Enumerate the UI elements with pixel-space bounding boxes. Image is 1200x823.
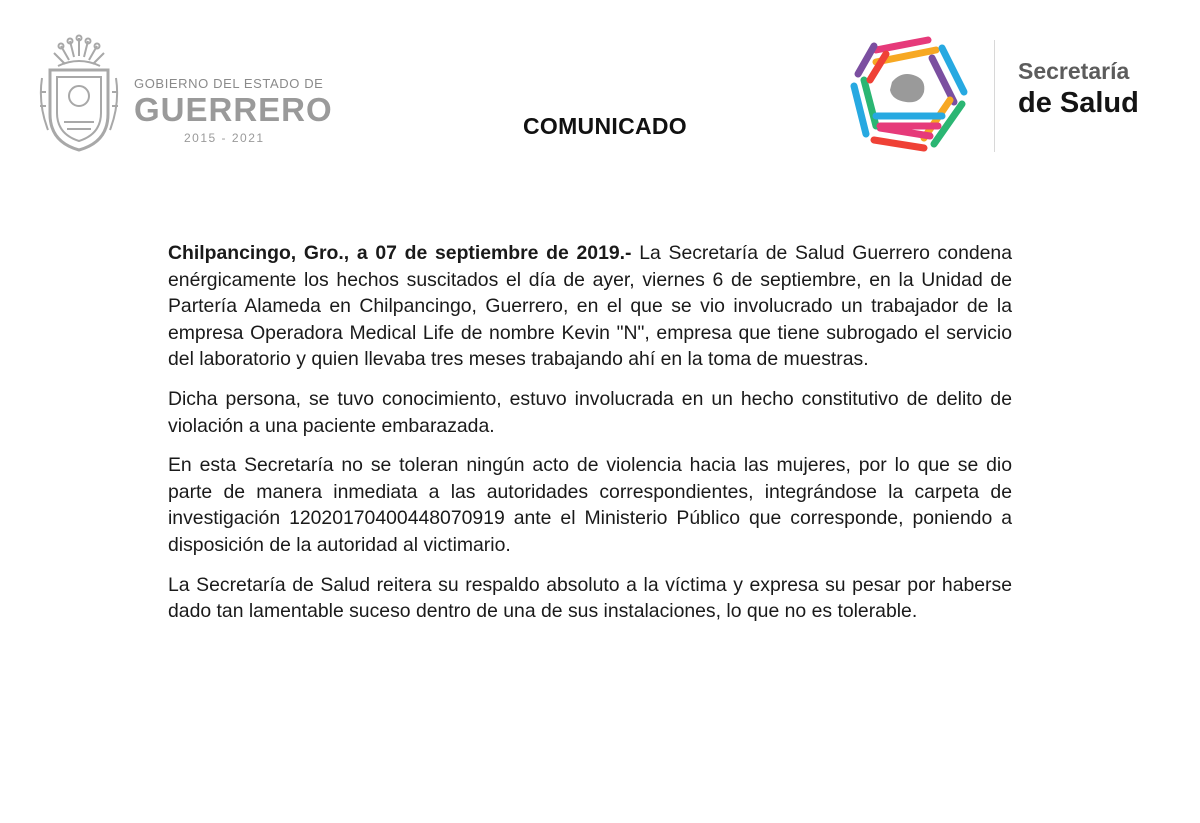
government-term-years: 2015 - 2021: [184, 131, 265, 145]
health-secretariat-text: [1018, 58, 1139, 120]
health-emblem-icon: [846, 30, 972, 156]
dateline: Chilpancingo, Gro., a 07 de septiembre de 2019.-: [168, 242, 632, 264]
logo-divider: [994, 40, 995, 152]
government-logo: [34, 34, 334, 159]
government-line2: GUERRERO: [134, 91, 333, 128]
state-seal-icon: [34, 34, 124, 156]
press-release-body: [168, 240, 1012, 638]
government-line1: GOBIERNO DEL ESTADO DE: [134, 76, 324, 91]
paragraph-1: [168, 240, 1012, 373]
paragraph-3: En esta Secretaría no se toleran ningún acto de violencia hacia las mujeres, por lo que se dio parte de manera inmediata a las autoridades correspondientes, integrándose la carpeta de investigación 12020170400448070919 ante el Ministerio Público que corresponde, poniendo a disposición de la autoridad al victimario.: [168, 454, 1012, 556]
paragraph-4: La Secretaría de Salud reitera su respaldo absoluto a la víctima y expresa su pesar por haberse dado tan lamentable suceso dentro de una de sus instalaciones, lo que no es tolerable.: [168, 573, 1012, 623]
health-line1: Secretaría: [1018, 58, 1130, 84]
document-title: COMUNICADO: [523, 113, 687, 139]
paragraph-1-text: La Secretaría de Salud Guerrero condena enérgicamente los hechos suscitados el día de ayer, viernes 6 de septiembre, en la Unidad de Partería Alameda en Chilpancingo, Guerrero, en el que se vio involucrado un trabajador de la empresa Operadora Medical Life de nombre Kevin "N", empresa que tiene subrogado el servicio del laboratorio y quien llevaba tres meses trabajando ahí en la toma de muestras.: [168, 242, 1012, 371]
paragraph-2: Dicha persona, se tuvo conocimiento, estuvo involucrada en un hecho constitutivo de delito de violación a una paciente embarazada.: [168, 387, 1012, 437]
government-logo-text: [134, 76, 344, 145]
health-line2: de Salud: [1018, 87, 1139, 119]
health-secretariat-logo: [846, 28, 1176, 158]
letterhead: [0, 0, 1200, 170]
